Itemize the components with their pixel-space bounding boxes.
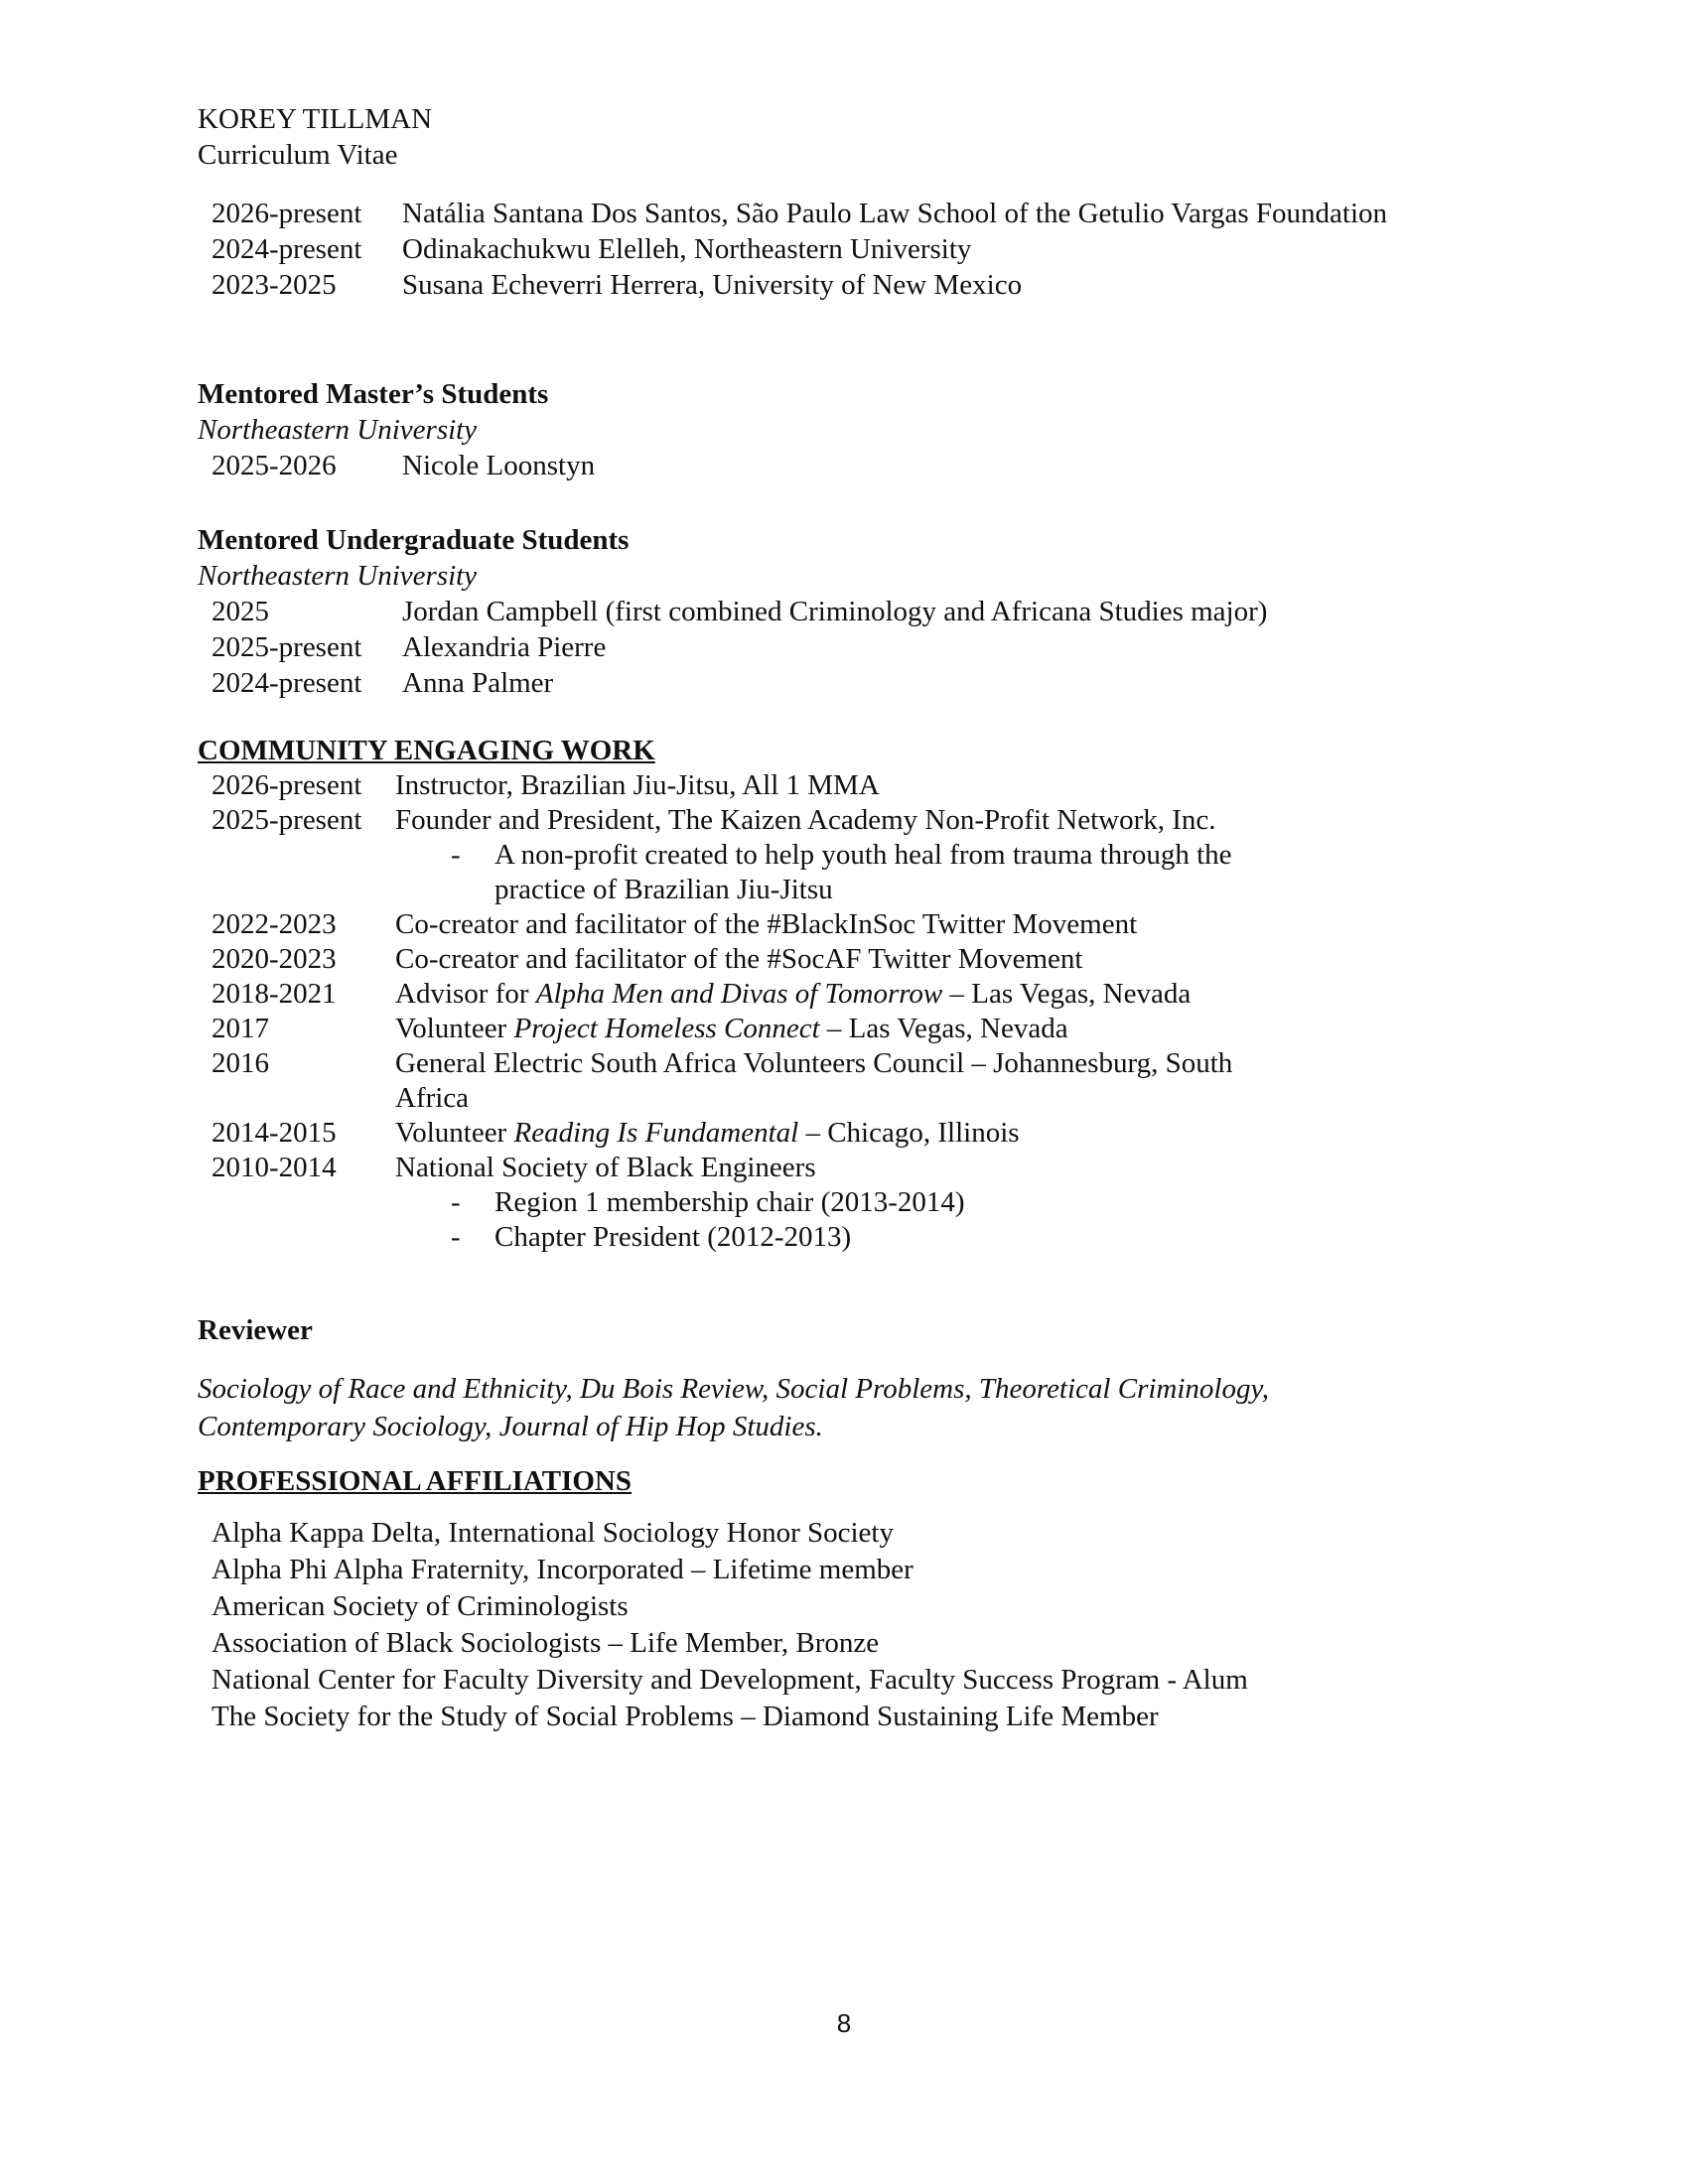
undergrad-section — [198, 522, 1488, 701]
item-text — [395, 1012, 1488, 1046]
sub-list-item — [395, 1220, 1488, 1255]
item-text: Founder and President, The Kaizen Academy Non-Profit Network, Inc. — [395, 804, 1216, 836]
sub-list-item — [395, 838, 1488, 907]
list-item: National Center for Faculty Diversity and Development, Faculty Success Program - Alum — [211, 1664, 1248, 1696]
list-item — [198, 448, 1488, 483]
journal-line: Sociology of Race and Ethnicity, Du Bois Review, Social Problems, Theoretical Criminology, — [198, 1373, 1269, 1405]
item-years: 2025-present — [211, 804, 362, 836]
list-item: Alpha Phi Alpha Fraternity, Incorporated – Lifetime member — [211, 1554, 914, 1585]
journal-line: Contemporary Sociology, Journal of Hip Hop Studies. — [198, 1411, 823, 1442]
text-part: Advisor for — [395, 978, 536, 1010]
program-name: Reading Is Fundamental — [513, 1117, 799, 1149]
item-years: 2025-present — [211, 631, 362, 663]
item-text: Co-creator and facilitator of the #SocAF Twitter Movement — [395, 943, 1083, 975]
item-text: Jordan Campbell (first combined Criminology and Africana Studies major) — [402, 596, 1268, 627]
list-item — [198, 629, 1488, 665]
text-part: Volunteer — [395, 1013, 514, 1044]
community-section — [198, 733, 1488, 1255]
dash-bullet: - — [451, 839, 461, 871]
institution-name: Northeastern University — [198, 414, 478, 446]
list-item — [198, 803, 1488, 838]
item-text: Odinakachukwu Elelleh, Northeastern University — [402, 233, 972, 265]
item-years: 2020-2023 — [211, 943, 337, 975]
list-item — [198, 665, 1488, 701]
item-years: 2014-2015 — [211, 1117, 337, 1149]
item-text — [395, 977, 1488, 1012]
masters-section — [198, 376, 1488, 483]
item-text: General Electric South Africa Volunteers Council – Johannesburg, South Africa — [395, 1047, 1233, 1114]
list-item: The Society for the Study of Social Problems – Diamond Sustaining Life Member — [211, 1701, 1159, 1732]
item-years: 2010-2014 — [211, 1152, 337, 1183]
sub-item-text: Chapter President (2012-2013) — [494, 1221, 852, 1253]
item-text: Alexandria Pierre — [402, 631, 607, 663]
list-item — [198, 594, 1488, 629]
list-item: American Society of Criminologists — [211, 1590, 629, 1622]
item-text: Co-creator and facilitator of the #BlackInSoc Twitter Movement — [395, 908, 1138, 940]
text-part: – Chicago, Illinois — [798, 1117, 1020, 1149]
item-years: 2023-2025 — [211, 269, 337, 301]
text-part: – Las Vegas, Nevada — [819, 1013, 1068, 1044]
program-name: Project Homeless Connect — [513, 1013, 820, 1044]
document-subtitle: Curriculum Vitae — [198, 139, 398, 171]
item-years: 2025-2026 — [211, 450, 337, 481]
sub-list-item — [395, 1185, 1488, 1220]
section-title: Reviewer — [198, 1314, 313, 1346]
page-number: 8 — [836, 2008, 852, 2038]
item-text: National Society of Black Engineers — [395, 1152, 816, 1183]
item-years: 2025 — [211, 596, 269, 627]
item-text: Natália Santana Dos Santos, São Paulo Law School of the Getulio Vargas Foundation — [402, 198, 1388, 229]
list-item — [198, 1151, 1488, 1185]
list-item — [198, 1116, 1488, 1151]
list-item — [198, 1012, 1488, 1046]
reviewer-section — [198, 1312, 1488, 1445]
list-item — [198, 267, 1488, 303]
item-years: 2017 — [211, 1013, 269, 1044]
sub-item-text: A non-profit created to help youth heal from trauma through the practice of Brazilian Jiu-Jitsu — [494, 839, 1232, 905]
author-name: KOREY TILLMAN — [198, 103, 433, 135]
item-text: Instructor, Brazilian Jiu-Jitsu, All 1 MMA — [395, 769, 880, 801]
item-years: 2026-present — [211, 198, 362, 229]
list-item — [198, 768, 1488, 803]
section-title: Mentored Undergraduate Students — [198, 524, 630, 556]
doctoral-students-list — [198, 196, 1488, 303]
item-text: Anna Palmer — [402, 667, 554, 699]
item-text: Nicole Loonstyn — [402, 450, 596, 481]
section-title: Mentored Master’s Students — [198, 378, 549, 410]
item-years: 2024-present — [211, 233, 362, 265]
section-title: COMMUNITY ENGAGING WORK — [198, 735, 655, 766]
text-part: – Las Vegas, Nevada — [942, 978, 1192, 1010]
document-header — [198, 101, 432, 173]
list-item — [198, 231, 1488, 267]
text-part: Volunteer — [395, 1117, 514, 1149]
item-years: 2018-2021 — [211, 978, 337, 1010]
item-years: 2022-2023 — [211, 908, 337, 940]
program-name: Alpha Men and Divas of Tomorrow — [535, 978, 943, 1010]
section-title: PROFESSIONAL AFFILIATIONS — [198, 1465, 632, 1497]
list-item — [198, 942, 1488, 977]
item-years: 2024-present — [211, 667, 362, 699]
sub-item-text: Region 1 membership chair (2013-2014) — [494, 1186, 965, 1218]
list-item — [198, 977, 1488, 1012]
item-text — [395, 1116, 1488, 1151]
list-item — [198, 196, 1488, 231]
list-item — [198, 1046, 1488, 1116]
journal-list — [198, 1370, 1488, 1445]
dash-bullet: - — [451, 1186, 461, 1218]
affiliations-list — [198, 1515, 1488, 1735]
institution-name: Northeastern University — [198, 560, 478, 592]
item-text: Susana Echeverri Herrera, University of New Mexico — [402, 269, 1023, 301]
list-item: Association of Black Sociologists – Life Member, Bronze — [211, 1627, 880, 1659]
item-years: 2016 — [211, 1047, 269, 1079]
item-years: 2026-present — [211, 769, 362, 801]
affiliations-section — [198, 1463, 1488, 1735]
dash-bullet: - — [451, 1221, 461, 1253]
list-item: Alpha Kappa Delta, International Sociology Honor Society — [211, 1517, 894, 1549]
list-item — [198, 907, 1488, 942]
